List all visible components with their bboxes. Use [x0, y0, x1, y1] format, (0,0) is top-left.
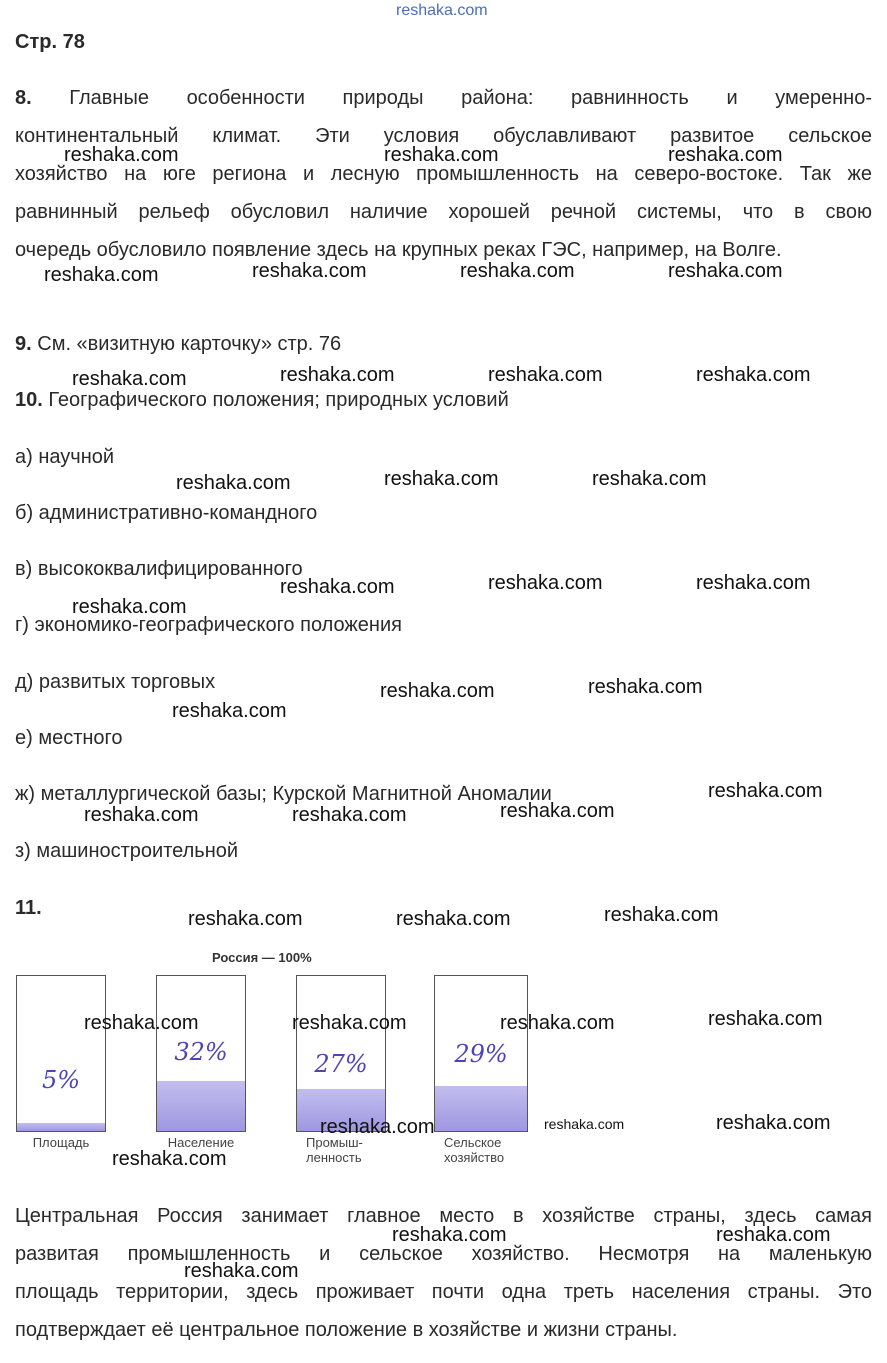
watermark: reshaka.com — [380, 680, 495, 702]
watermark: reshaka.com — [708, 1008, 823, 1030]
chart-bar-industry — [296, 975, 386, 1132]
bar-label-area: Площадь — [32, 1135, 90, 1150]
watermark: reshaka.com — [184, 1260, 299, 1282]
watermark: reshaka.com — [64, 144, 179, 166]
watermark: reshaka.com — [392, 1224, 507, 1246]
bar-value-industry: 27% — [314, 1050, 368, 1078]
watermark: reshaka.com — [172, 700, 287, 722]
watermark: reshaka.com — [696, 572, 811, 594]
q8-line-3: хозяйство на юге региона и лесную промышленность на северо-востоке. Так же — [15, 163, 872, 185]
bar-label-industry: Промыш- ленность — [306, 1135, 363, 1165]
chart-title: Россия — 100% — [212, 950, 312, 965]
watermark: reshaka.com — [84, 1012, 199, 1034]
page-label: Стр. 78 — [15, 31, 85, 53]
bar-value-agriculture: 29% — [454, 1040, 508, 1068]
bar-fill-population — [157, 1081, 245, 1131]
watermark: reshaka.com — [280, 364, 395, 386]
watermark: reshaka.com — [292, 804, 407, 826]
q8-line-4: равнинный рельеф обусловил наличие хорошей речной системы, что в свою — [15, 201, 872, 223]
watermark: reshaka.com — [488, 364, 603, 386]
chart-bar-population — [156, 975, 246, 1132]
q10-item-z: з) машиностроительной — [15, 840, 239, 862]
chart-bar-area — [16, 975, 106, 1132]
watermark: reshaka.com — [604, 904, 719, 926]
watermark: reshaka.com — [280, 576, 395, 598]
q11-conclusion-line-4: подтверждает её центральное положение в хозяйстве и жизни страны. — [15, 1319, 678, 1341]
watermark: reshaka.com — [460, 260, 575, 282]
watermark: reshaka.com — [72, 596, 187, 618]
watermark: reshaka.com — [708, 780, 823, 802]
q11-conclusion-line-2: развитая промышленность и сельское хозяйство. Несмотря на маленькую — [15, 1243, 872, 1265]
chart-bar-agriculture — [434, 975, 528, 1132]
q10-item-e: е) местного — [15, 727, 123, 749]
watermark: reshaka.com — [716, 1112, 831, 1134]
watermark: reshaka.com — [320, 1116, 435, 1138]
watermark: reshaka.com — [176, 472, 291, 494]
bar-value-population: 32% — [174, 1038, 228, 1066]
watermark: reshaka.com — [188, 908, 303, 930]
watermark: reshaka.com — [292, 1012, 407, 1034]
watermark: reshaka.com — [112, 1148, 227, 1170]
q10-item-b: б) административно-командного — [15, 502, 318, 524]
q10-text: 10. Географического положения; природных условий — [15, 389, 509, 411]
bar-value-area: 5% — [41, 1066, 81, 1094]
watermark: reshaka.com — [488, 572, 603, 594]
watermark: reshaka.com — [384, 144, 499, 166]
watermark: reshaka.com — [592, 468, 707, 490]
q8-line-5: очередь обусловило появление здесь на крупных реках ГЭС, например, на Волге. — [15, 239, 782, 261]
bar-fill-agriculture — [435, 1086, 527, 1131]
q10-item-zh: ж) металлургической базы; Курской Магнитной Аномалии — [15, 783, 552, 805]
watermark: reshaka.com — [544, 1116, 625, 1132]
bar-label-population: Население — [167, 1135, 235, 1150]
watermark: reshaka.com — [252, 260, 367, 282]
watermark: reshaka.com — [716, 1224, 831, 1246]
q10-item-a: а) научной — [15, 446, 115, 468]
q11-conclusion-line-1: Центральная Россия занимает главное место в хозяйстве страны, здесь самая — [15, 1205, 872, 1227]
q8-number: 8. — [15, 87, 32, 109]
watermark: reshaka.com — [696, 364, 811, 386]
site-header-link[interactable]: reshaka.com — [396, 2, 488, 19]
q8-line-1: 8. Главные особенности природы района: равнинность и умеренно- — [15, 87, 872, 109]
watermark: reshaka.com — [384, 468, 499, 490]
watermark: reshaka.com — [44, 264, 159, 286]
watermark: reshaka.com — [588, 676, 703, 698]
q10-item-v: в) высококвалифицированного — [15, 558, 303, 580]
watermark: reshaka.com — [500, 1012, 615, 1034]
q11-number: 11. — [15, 897, 42, 919]
watermark: reshaka.com — [500, 800, 615, 822]
q10-item-g: г) экономико-географического положения — [15, 614, 402, 636]
q9-number: 9. — [15, 333, 32, 355]
bar-fill-area — [17, 1123, 105, 1131]
q10-item-d: д) развитых торговых — [15, 671, 216, 693]
bar-label-agriculture: Сельское хозяйство — [444, 1135, 505, 1165]
watermark: reshaka.com — [84, 804, 199, 826]
q9-text: 9. См. «визитную карточку» стр. 76 — [15, 333, 342, 355]
watermark: reshaka.com — [396, 908, 511, 930]
q10-number: 10. — [15, 389, 43, 411]
watermark: reshaka.com — [668, 144, 783, 166]
watermark: reshaka.com — [72, 368, 187, 390]
watermark: reshaka.com — [668, 260, 783, 282]
q8-line-2: континентальный климат. Эти условия обуславливают развитое сельское — [15, 125, 872, 147]
q11-conclusion-line-3: площадь территории, здесь проживает почти одна треть населения страны. Это — [15, 1281, 872, 1303]
